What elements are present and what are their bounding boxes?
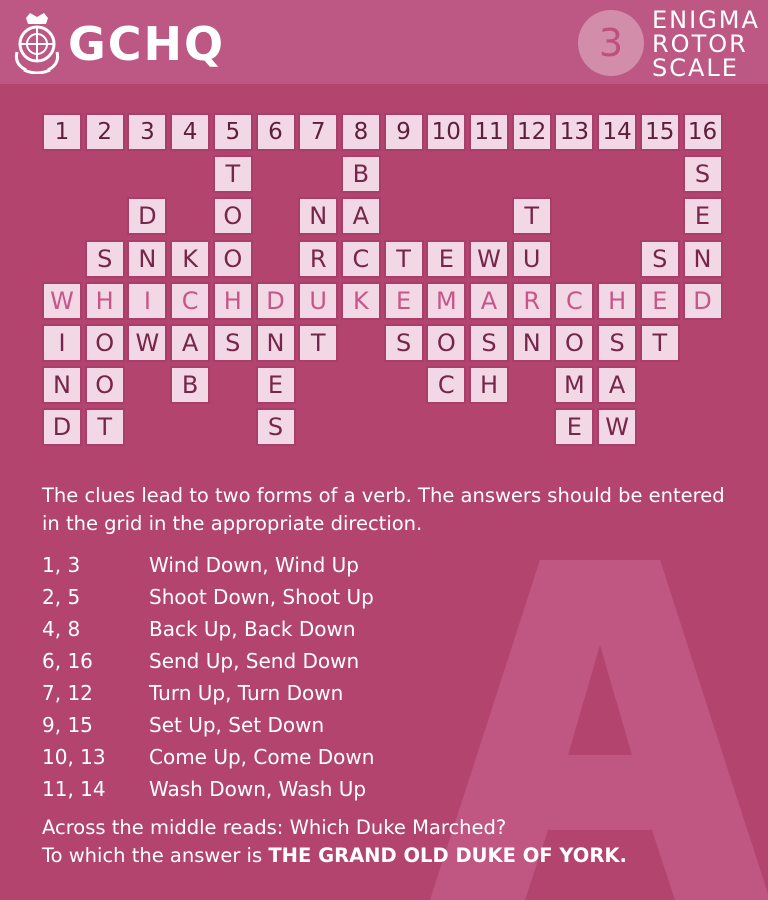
clue-text: Turn Up, Turn Down [149,681,344,705]
grid-letter-cell: E [554,408,594,446]
intro-text: The clues lead to two forms of a verb. The answers should be entered in the grid in the appropriate direction. [42,484,725,535]
clue-row [42,582,602,614]
grid-letter-cell: B [170,366,210,404]
clue-numbers: 4, 8 [42,617,81,641]
clue-text: Set Up, Set Down [149,713,325,737]
grid-letter-cell: W [127,324,167,362]
grid-letter-cell: W [469,240,509,278]
grid-letter-cell: I [127,282,167,320]
clue-numbers: 10, 13 [42,745,106,769]
grid-letter-cell: E [426,240,466,278]
grid-letter-cell: T [384,240,424,278]
grid-letter-cell: N [256,324,296,362]
grid-header-cell: 9 [384,113,424,151]
grid-letter-cell: K [341,282,381,320]
grid-letter-cell: T [640,324,680,362]
grid-letter-cell: E [384,282,424,320]
badge-number: 3 [598,21,624,65]
grid-letter-cell: O [85,366,125,404]
answer-footer [42,814,742,870]
footer-line-2 [42,842,742,870]
grid-letter-cell: C [426,366,466,404]
grid-letter-cell: R [512,282,552,320]
clue-numbers: 2, 5 [42,585,81,609]
grid-letter-cell: O [85,324,125,362]
grid-letter-cell: A [170,324,210,362]
grid-letter-cell: E [256,366,296,404]
clue-text: Back Up, Back Down [149,617,356,641]
grid-letter-cell: S [213,324,253,362]
clue-row [42,550,602,582]
clue-row [42,614,602,646]
grid-letter-cell: S [256,408,296,446]
clue-text: Come Up, Come Down [149,745,375,769]
grid-letter-cell: S [640,240,680,278]
grid-letter-cell: U [298,282,338,320]
grid-header-cell: 2 [85,113,125,151]
grid-letter-cell: S [597,324,637,362]
clue-text: Shoot Down, Shoot Up [149,585,374,609]
grid-header-cell: 7 [298,113,338,151]
grid-letter-cell: D [683,282,723,320]
grid-letter-cell: M [554,366,594,404]
grid-letter-cell: H [85,282,125,320]
clue-numbers: 11, 14 [42,777,106,801]
clue-numbers: 6, 16 [42,649,93,673]
grid-header-cell: 15 [640,113,680,151]
grid-letter-cell: D [42,408,82,446]
grid-header-cell: 10 [426,113,466,151]
grid-header-cell: 11 [469,113,509,151]
grid-header-cell: 16 [683,113,723,151]
grid-letter-cell: B [341,155,381,193]
grid-letter-cell: T [298,324,338,362]
clue-numbers: 9, 15 [42,713,93,737]
grid-header-cell: 1 [42,113,82,151]
series-title-line: ENIGMA [652,6,760,34]
grid-letter-cell: M [426,282,466,320]
clue-numbers: 7, 12 [42,681,93,705]
clue-row [42,742,602,774]
grid-letter-cell: S [384,324,424,362]
clue-text: Send Up, Send Down [149,649,360,673]
grid-header-cell: 5 [213,113,253,151]
grid-letter-cell: R [298,240,338,278]
grid-letter-cell: O [213,197,253,235]
grid-letter-cell: C [554,282,594,320]
grid-header-cell: 14 [597,113,637,151]
logo-text: GCHQ [68,17,226,71]
grid-letter-cell: K [170,240,210,278]
grid-header-cell: 6 [256,113,296,151]
clue-row [42,774,602,806]
grid-letter-cell: D [256,282,296,320]
series-title-line: SCALE [652,54,739,82]
grid-letter-cell: W [597,408,637,446]
grid-letter-cell: N [298,197,338,235]
grid-letter-cell: C [170,282,210,320]
grid-letter-cell: N [683,240,723,278]
grid-letter-cell: S [85,240,125,278]
grid-letter-cell: T [512,197,552,235]
grid-letter-cell: O [554,324,594,362]
grid-header-cell: 4 [170,113,210,151]
grid-letter-cell: S [469,324,509,362]
clue-text: Wash Down, Wash Up [149,777,367,801]
grid-letter-cell: C [341,240,381,278]
clue-row [42,678,602,710]
grid-header-cell: 12 [512,113,552,151]
grid-letter-cell: S [683,155,723,193]
grid-letter-cell: E [683,197,723,235]
grid-letter-cell: A [341,197,381,235]
grid-letter-cell: W [42,282,82,320]
grid-letter-cell: A [469,282,509,320]
grid-letter-cell: I [42,324,82,362]
grid-letter-cell: D [127,197,167,235]
grid-letter-cell: T [85,408,125,446]
clue-row [42,646,602,678]
clue-list [42,550,602,806]
clue-text: Wind Down, Wind Up [149,553,359,577]
grid-letter-cell: E [640,282,680,320]
grid-letter-cell: N [127,240,167,278]
grid-letter-cell: U [512,240,552,278]
grid-letter-cell: H [469,366,509,404]
grid-letter-cell: H [597,282,637,320]
grid-letter-cell: O [213,240,253,278]
footer-answer: THE GRAND OLD DUKE OF YORK. [268,844,627,867]
grid-header-cell: 8 [341,113,381,151]
footer-line-1: Across the middle reads: Which Duke Marched? [42,816,507,839]
grid-header-cell: 3 [127,113,167,151]
grid-letter-cell: A [597,366,637,404]
grid-letter-cell: N [42,366,82,404]
grid-letter-cell: O [426,324,466,362]
grid-letter-cell: N [512,324,552,362]
clue-numbers: 1, 3 [42,553,81,577]
grid-header-cell: 13 [554,113,594,151]
grid-letter-cell: T [213,155,253,193]
clue-row [42,710,602,742]
series-title-line: ROTOR [652,30,748,58]
footer-answer-prefix: To which the answer is [42,844,269,867]
grid-letter-cell: H [213,282,253,320]
